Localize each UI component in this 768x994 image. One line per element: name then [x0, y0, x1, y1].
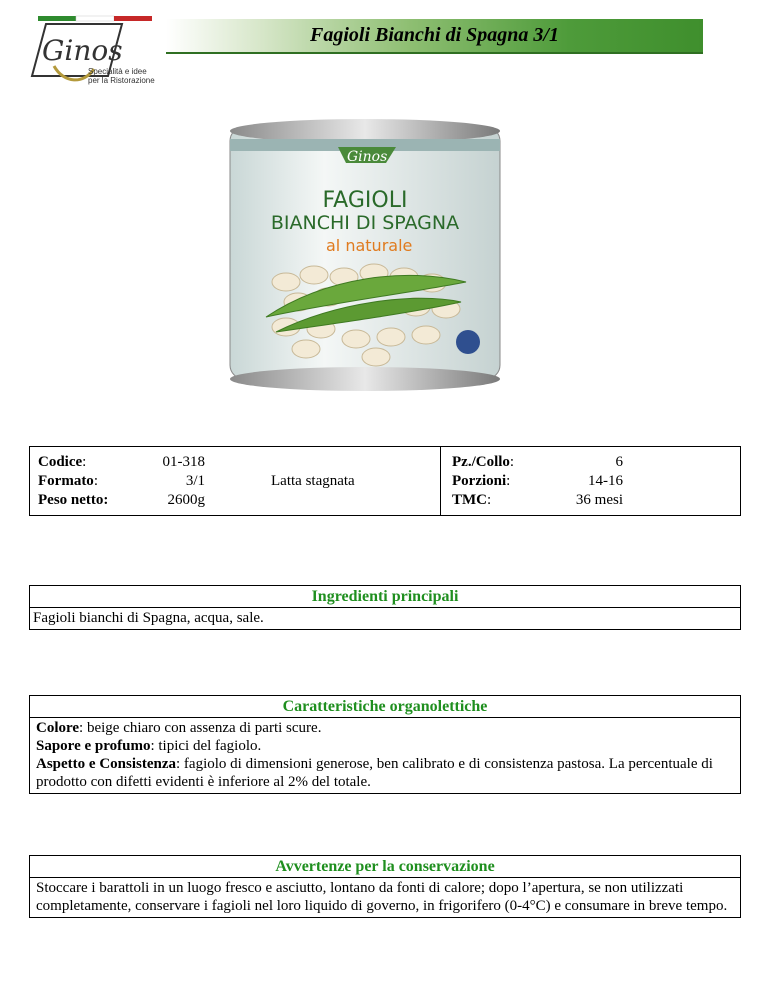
ingredienti-heading: Ingredienti principali [30, 586, 740, 608]
sapore-line: Sapore e profumo: tipici del fagiolo. [36, 738, 262, 754]
porzioni-value: 14-16 [588, 473, 623, 489]
caratteristiche-heading: Caratteristiche organolettiche [30, 696, 740, 718]
peso-value: 2600g [167, 492, 205, 508]
pz-collo-value: 6 [615, 454, 623, 470]
formato-value: 3/1 [185, 473, 205, 489]
avvertenze-section [29, 855, 741, 918]
ginos-logo [24, 14, 170, 90]
codice-label: Codice: [38, 454, 87, 470]
title-bar [166, 19, 703, 54]
product-info-table [29, 446, 741, 516]
svg-text:per la Ristorazione: per la Ristorazione [88, 76, 155, 85]
aspetto-line: Aspetto e Consistenza: fagiolo di dimensioni generose, ben calibrato e di consistenza pastosa. La percentuale di prodotto con difetti evidenti è inferiore al 2% del totale. [36, 756, 713, 790]
caratteristiche-body [30, 718, 740, 793]
avvertenze-heading: Avvertenze per la conservazione [30, 856, 740, 878]
porzioni-label: Porzioni: [452, 473, 511, 489]
peso-label: Peso netto: [38, 492, 109, 508]
info-divider [440, 447, 441, 515]
ingredienti-section [29, 585, 741, 630]
product-can-image [226, 117, 504, 393]
formato-label: Formato: [38, 473, 98, 489]
tmc-value: 36 mesi [575, 492, 623, 508]
tmc-label: TMC: [452, 492, 492, 508]
ingredienti-text: Fagioli bianchi di Spagna, acqua, sale. [33, 610, 264, 626]
svg-text:FAGIOLI: FAGIOLI [322, 188, 408, 213]
svg-text:Ginos: Ginos [42, 34, 123, 67]
avvertenze-text: Stoccare i barattoli in un luogo fresco e asciutto, lontano da fonti di calore; dopo l’apertura, se non utilizzati completamente, conservare i fagioli nel loro liquido di governo, in frigorifero (0-4°C) e consumare in breve tempo. [36, 880, 728, 914]
svg-text:Ginos: Ginos [347, 149, 388, 165]
pz-collo-label: Pz./Collo: [452, 454, 515, 470]
page-title: Fagioli Bianchi di Spagna 3/1 [310, 24, 559, 46]
svg-text:BIANCHI DI SPAGNA: BIANCHI DI SPAGNA [270, 212, 460, 234]
svg-text:Specialità e idee: Specialità e idee [88, 67, 147, 76]
colore-line: Colore: beige chiaro con assenza di parti scure. [36, 720, 322, 736]
caratteristiche-section [29, 695, 741, 794]
svg-text:al naturale: al naturale [326, 236, 413, 255]
codice-value: 01-318 [162, 454, 205, 470]
packaging-value: Latta stagnata [271, 473, 355, 489]
